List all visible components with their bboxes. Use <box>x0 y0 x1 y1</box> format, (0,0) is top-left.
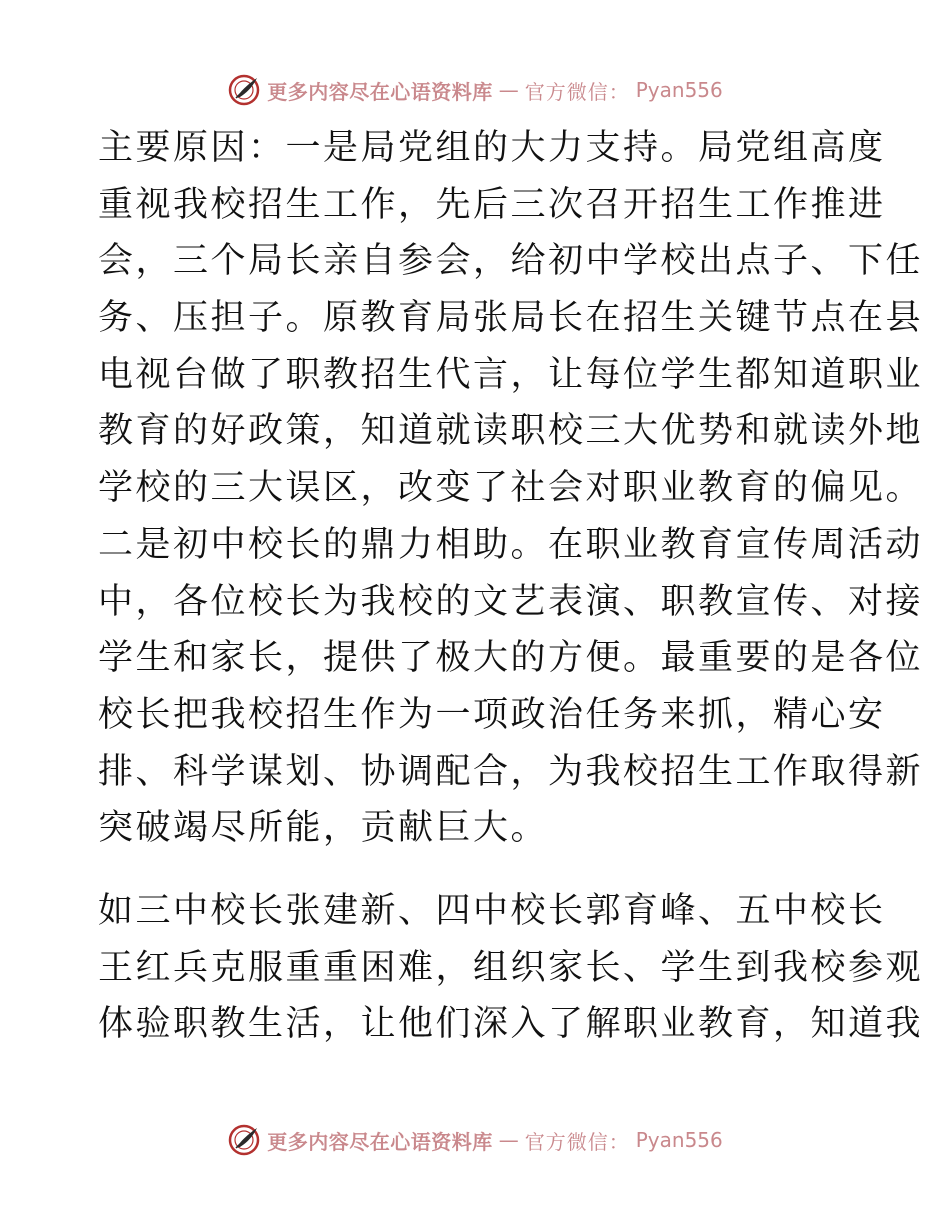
text-line: 体验职教生活，让他们深入了解职业教育，知道我 <box>98 1004 924 1045</box>
header-banner <box>0 70 950 110</box>
paragraph-1 <box>98 120 924 857</box>
quill-pen-logo-icon <box>227 1123 261 1157</box>
text-line: 中，各位校长为我校的文艺表演、职教宣传、对接 <box>98 581 924 622</box>
text-line: 如三中校长张建新、四中校长郭育峰、五中校长 <box>98 890 886 931</box>
banner-official-label: 官方微信： <box>524 1129 630 1154</box>
banner-wechat-id: Pyan556 <box>635 78 723 102</box>
text-line: 教育的好政策，知道就读职校三大优势和就读外地 <box>98 411 924 452</box>
text-line: 排、科学谋划、协调配合，为我校招生工作取得新 <box>98 751 924 792</box>
text-line: 务、压担子。原教育局张局长在招生关键节点在县 <box>98 298 924 339</box>
text-line: 电视台做了职教招生代言，让每位学生都知道职业 <box>98 354 924 395</box>
text-line: 校长把我校招生作为一项政治任务来抓，精心安 <box>98 694 886 735</box>
text-line: 学生和家长，提供了极大的方便。最重要的是各位 <box>98 638 924 679</box>
text-line: 王红兵克服重重困难，组织家长、学生到我校参观 <box>98 947 924 988</box>
text-line: 二是初中校长的鼎力相助。在职业教育宣传周活动 <box>98 524 924 565</box>
text-line: 学校的三大误区，改变了社会对职业教育的偏见。 <box>98 468 924 509</box>
text-line: 主要原因：一是局党组的大力支持。局党组高度 <box>98 128 886 168</box>
text-line: 突破竭尽所能，贡献巨大。 <box>98 808 549 849</box>
quill-pen-logo-icon <box>227 73 261 107</box>
paragraph-2 <box>98 883 924 1053</box>
banner-official-label: 官方微信： <box>524 79 630 104</box>
banner-wechat-id: Pyan556 <box>635 1128 723 1152</box>
text-line: 重视我校招生工作，先后三次召开招生工作推进 <box>98 184 886 225</box>
banner-separator: — <box>498 1128 519 1152</box>
document-body <box>98 120 924 1053</box>
banner-site-text: 更多内容尽在心语资料库 <box>267 79 493 104</box>
text-line: 会，三个局长亲自参会，给初中学校出点子、下任 <box>98 241 924 282</box>
footer-banner <box>0 1120 950 1160</box>
banner-site-text: 更多内容尽在心语资料库 <box>267 1129 493 1154</box>
banner-separator: — <box>498 78 519 102</box>
